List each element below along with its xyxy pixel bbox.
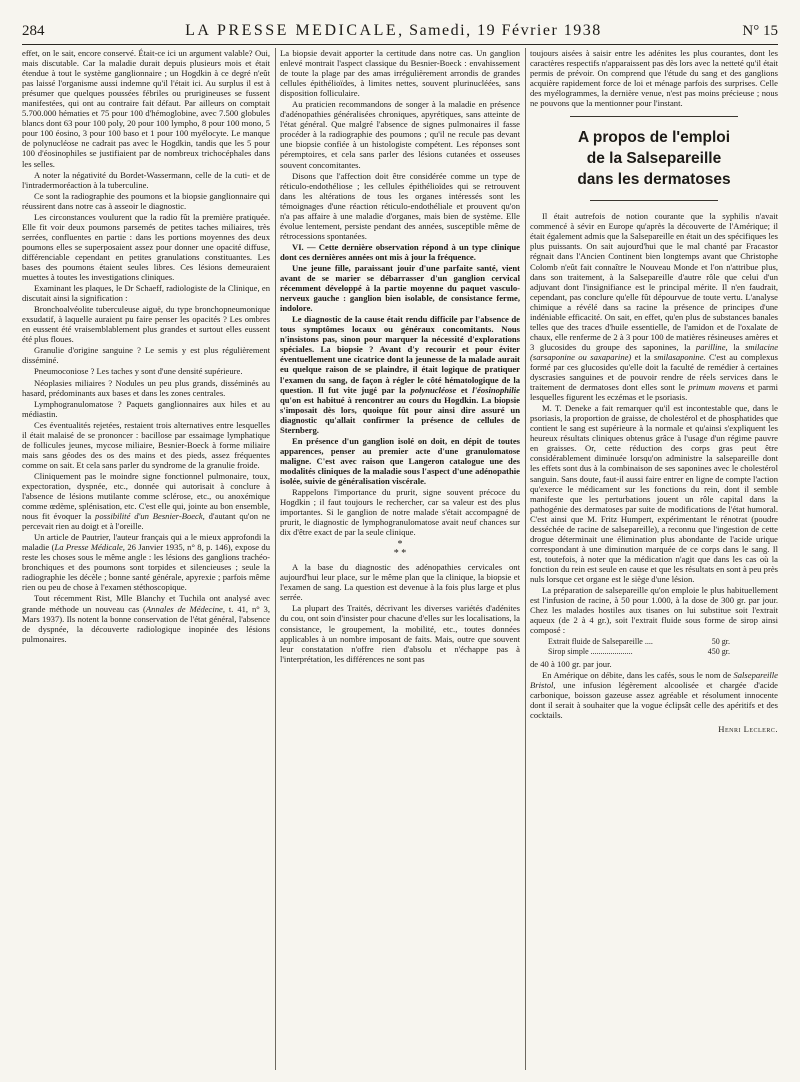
- ingredient-quantity: 450 gr.: [707, 647, 730, 657]
- paragraph: effet, on le sait, encore conservé. Était-ce ici un argument valable? Oui, mais discutable. Car la maladie durait depuis plusieurs mois et était étendue à tout le système ganglionnaire ; un Hogdkin à ce degré n'eût pas laissé l'organisme aussi indemne qu'il l'était ici. Au surplus il est à présumer que quelques poussées fébriles ou prurigineuses se fussent manifestées, qui ont au contraire fait défaut. Par ailleurs on comptait 5.700.000 hématies et 75 pour 100 d'hémoglobine, avec 7.500 globules blancs dont 63 pour 100 poly, 20 pour 100 lympho, 8 pour 100 mono, 5 pour 100 éosino, 3 pour 100 baso et 1 pour 100 myélocyte. Le manque de polynucléose ne cadrait pas avec le Hogdkin, tandis que les 5 pour 100 d'éosinophiles se justifiaient par de nombreux trichocéphales dans les selles.: [22, 48, 270, 169]
- article-title-line: de la Salsepareille: [586, 150, 722, 168]
- paragraph: [22, 471, 270, 531]
- page-header: [22, 10, 778, 45]
- paragraph: VI. — Cette dernière observation répond à un type clinique dont ces dernières années ont mis à jour la fréquence.: [280, 241, 520, 262]
- emphasis-text: Salsepareille Bristol,: [530, 670, 778, 691]
- formula-row: [548, 637, 730, 647]
- paragraph: [530, 670, 778, 720]
- paragraph: La biopsie devait apporter la certitude dans notre cas. Un ganglion enlevé montrait l'aspect classique du Besnier-Boeck : envahissement de toute la plage par des amas irrégulièrement arrondis de grandes cellules épithélioïdes, à limites nettes, souvent plurinucléées, sans disposition folliculaire.: [280, 48, 520, 99]
- citation-title: La Presse Médicale,: [54, 542, 125, 553]
- paragraph: Examinant les plaques, le Dr Schaeff, radiologiste de la Clinique, en discutait ainsi la signification :: [22, 283, 270, 304]
- issue-date: , Samedi, 19 Février 1938: [398, 22, 602, 39]
- paragraph: Rappelons l'importance du prurit, signe souvent précoce du Hogdkin ; il faut toujours le rechercher, car sa valeur est des plus importantes. Si le ganglion de notre malade s'était accompagné de prurit, le diagnostic de lymphogranulomatose avait neuf chances sur dix d'être exact de par la seule clinique.: [280, 487, 520, 538]
- paragraph: M. T. Deneke a fait remarquer qu'il est incontestable que, dans le psoriasis, la proportion de graisse, de cholestérol et de phosphatides que contient le sang est supérieure à la normale et qu'ainsi s'expliquent les heureux résultats cliniques obtenus grâce à l'usage d'un régime pauvre en graisses. Or, cette réduction des corps gras peut être considérablement diminuée lorsqu'on administre la salsepareille dont les effets sont dus à la combinaison de ses saponines avec le cholestérol sanguin. Sans doute, faut-il aussi faire entrer en ligne de compte l'action qu'exerce le médicament sur les fonctions du rein, dont il semble manifeste que les perturbations jouent un rôle capital dans la pathogénie des dermatoses par suite de modifications de l'état humoral. C'est ainsi que M. Fritz Humpert, expérimentant le rénotrat (poudre desséchée de racine de salsepareille), a reconnu que l'ingestion de cette drogue déterminait une élimination plus abondante de l'acide urique correspondant à une diminution marquée de ce corps dans le sang. Il est, toutefois, à noter que la médication n'agit que dans les cas où la fonction du rein est seule en cause et que les résultats en sont à peu près nuls lorsque cet organe est le siège d'une lésion.: [530, 403, 778, 584]
- paragraph: A la base du diagnostic des adénopathies cervicales ont aujourd'hui leur place, sur le même plan que la clinique, la biopsie et l'examen de sang. La question est devenue à la fois plus large et plus serrée.: [280, 562, 520, 603]
- column-right: [530, 48, 778, 1070]
- paragraph-body: Les taches y sont d'une densité supérieure.: [94, 366, 243, 377]
- ingredient-quantity: 50 gr.: [711, 637, 730, 647]
- page-number: 284: [22, 23, 45, 39]
- paragraph: Les circonstances voulurent que la radio fût la première pratiquée. Elle fit voir deux poumons parsemés de petites taches miliaires, très serrées, confluentes en partie : dans les portions moyennes des deux poumons elles se superposaient assez pour donner une opacité diffuse, différenciable cependant en petites granulations constituantes. Les bases des poumons étaient seules libres. Ces lésions demeuraient muettes à toutes les investigations cliniques.: [22, 211, 270, 283]
- paragraph: [22, 345, 270, 365]
- paragraph: toujours aisées à saisir entre les adénites les plus courantes, dont les caractères respectifs n'apparaissent pas dès lors avec la netteté qu'il était permis de prévoir. On comprend que l'étude du sang et des ganglions acquière rapidement force de loi et ménage parfois des surprises. Celle des myélogrammes, la dernière venue, n'est pas moins précieuse ; nous ne pouvons que la mentionner pour l'instant.: [530, 48, 778, 109]
- paragraph: A noter la négativité du Bordet-Wassermann, celle de la cuti- et de l'intradermoréaction à la tuberculine.: [22, 169, 270, 190]
- text-run: qu'on est habitué à rencontrer au cours du Hogdkin. La biopsie s'imposait dès lors, quoique fût pour ainsi dire assuré un diagnostic qu'allait confirmer la présence de cellules de Sternberg.: [280, 394, 520, 435]
- separator-asterisks: * *: [393, 548, 407, 560]
- paragraph: Disons que l'affection doit être considérée comme un type de réticulo-endothéliose ; les cellules épithélioïdes qui se retrouvent dans les altérations de tous les organes intéressés sont les témoignages d'une réaction réticulo-endothéliale et prouvent qu'on n'a pas affaire à une maladie d'organes, mais bien de système. Elle évolue lentement, persiste pendant des années, susceptible même de rétrocessions spontanées.: [280, 170, 520, 241]
- paragraph: [22, 304, 270, 344]
- title-rule: [590, 200, 718, 201]
- paragraph: [22, 399, 270, 419]
- ingredient-name: Sirop simple .....................: [548, 647, 633, 657]
- issue-number: N° 15: [742, 23, 778, 39]
- paragraph: [22, 532, 270, 592]
- paragraph: [22, 593, 270, 643]
- emphasis-text: polynucléose: [410, 384, 457, 395]
- column-left: [22, 48, 270, 1070]
- paragraph-lead: Néoplasies miliaires ?: [34, 377, 113, 388]
- text-run: Cliniquement pas le moindre signe fonctionnel pulmonaire, toux, expectoration, dyspnée, etc., donnée qui autorisait à conclure à l'absence de lésions mutilante comme sclérose, etc., ou anoxémique comme œdème, splénisation, etc. C'est elle qui, jointe au bon ensemble, nous fit évoquer la: [22, 470, 270, 522]
- emphasis-text: smilacine (sarsaponine ou saxaparine): [530, 341, 778, 362]
- emphasis-text: smilasaponine.: [653, 351, 706, 362]
- text-run: 26 Janvier 1935, n° 8, p. 146), expose du reste les choses sous le même angle : les lésions des ganglions trachéo-bronchiques et des poumons sont torpides et silencieuses ; seule la radiographie les décèle ; bonne santé générale, apyrexie ; parfois même rien ou peu de chose à l'examen stéthoscopique.: [22, 542, 270, 593]
- emphasis-text: primum movens: [688, 382, 745, 393]
- journal-title: LA PRESSE MEDICALE: [185, 22, 399, 39]
- paragraph-body: Le semis y est plus régulièrement disséminé.: [22, 345, 270, 366]
- paragraph: Ces éventualités rejetées, restaient trois alternatives entre lesquelles il était malaisé de se prononcer : bacillose par essaimage lymphatique de follicules jeunes, mycose miliaire, Besnier-Boeck à forme miliaire mais sans géodes des os des mains et des pieds, assez fréquentes comme on sait. Et cela sans parler du syndrome de la granulie froide.: [22, 419, 270, 470]
- text-run: Un article de Pautrier, l'auteur français qui a le mieux approfondi la maladie (: [22, 532, 270, 553]
- article-title-line: A propos de l'emploi: [577, 129, 731, 147]
- emphasis-text: l'éosinophilie: [472, 384, 520, 395]
- text-run: C'est au complexus formé par ces glucosides qu'elle doit la faculté de remédier à certaines dyscrasies sanguines et de pouvoir rendre de réels services dans le traitement de dermatoses dont elles sont le: [530, 351, 778, 393]
- text-run: d'autant qu'on ne percevait rien au doigt et à l'oreille.: [22, 511, 270, 532]
- article-end-rule: [570, 116, 738, 117]
- paragraph: La préparation de salsepareille qu'on emploie le plus habituellement est l'infusion de racine, à 50 pour 1.000, à la dose de 300 gr. par jour. Chez les malades hostiles aux tisanes on lui substitue soit l'extrait aqueux (de 2 à 4 gr.), soit l'extrait fluide sous forme de sirop ainsi composé :: [530, 585, 778, 636]
- text-run: la: [727, 341, 746, 352]
- article-title: [530, 127, 778, 190]
- article-title-line: dans les dermatoses: [577, 171, 731, 189]
- paragraph: de 40 à 100 gr. par jour.: [530, 659, 612, 670]
- paragraph-lead: Granulie d'origine sanguine ?: [34, 345, 141, 356]
- paragraph: Au praticien recommandons de songer à la maladie en présence d'adénopathies généralisées chroniques, apyrétiques, sans atteinte de l'état général. Que malgré l'absence de signes pulmonaires il fasse procéder à la radiographie des poumons ; qu'il ne recule pas devant une biopsie confiée à un histologiste compétent. Les réponses sont péremptoires, et cela sans parler des lésions cutanées et osseuses souvent concomitantes.: [280, 99, 520, 170]
- text-run: et la: [631, 351, 654, 362]
- section-separator: [280, 540, 520, 558]
- paragraph-lead: Pneumoconiose ?: [34, 366, 95, 377]
- paragraph: [22, 378, 270, 398]
- running-head: [185, 22, 602, 40]
- paragraph: La plupart des Traités, décrivant les diverses variétés d'adénites du cou, ont soin d'insister pour chacune d'elles sur les localisations, la consistance, le groupement, la mobilité, etc., toutes données applicables à un nombre imposant de faits. Mais, outre que souvent leur constatation n'offre rien d'absolu et n'échappe pas à l'interprétation, les différences ne sont pas: [280, 603, 520, 664]
- column-middle: [280, 48, 520, 1070]
- prescription-formula: [548, 637, 778, 657]
- text-run: En Amérique on débite, dans les cafés, sous le nom de: [542, 670, 734, 681]
- paragraph: Une jeune fille, paraissant jouir d'une parfaite santé, vient avant de se marier se débarrasser d'un ganglion cervical récemment développé à la partie moyenne du paquet vasculo-nerveux gauche : ganglion bien isolable, de consistance ferme, indolore.: [280, 262, 520, 314]
- paragraph: Ce sont la radiographie des poumons et la biopsie ganglionnaire qui réussirent dans notre cas à asseoir le diagnostic.: [22, 190, 270, 211]
- paragraph: En présence d'un ganglion isolé on doit, en dépit de toutes apparences, penser au premier acte d'une granulomatose maligne. C'est avec raison que Langeron catalogue une des modalités cliniques de la maladie sous l'aspect d'une adénopathie isolée, suivie de généralisation viscérale.: [280, 435, 520, 486]
- text-run: une infusion légèrement alcoolisée et chargée d'acide carbonique, boisson gazeuse assez agréable et résolument innocente dont il serait à souhaiter que la vogue éclipsât celle des apéritifs et des cocktails.: [530, 680, 778, 721]
- paragraph-body: Nodules un peu plus grands, disséminés au hasard, prédominants aux bases et dans les zones centrales.: [22, 377, 270, 398]
- text-run: Le diagnostic de la cause était rendu difficile par l'absence de tous symptômes locaux ou généraux concomitants. Nous n'insistons pas, sinon pour marquer la nécessité d'explorations spéciales. La biopsie ? Avant d'y recourir et pour éviter éventuellement une cicatrice dont la jeunesse de la malade aurait eu quelque raison de se plaindre, il était logique de pratiquer l'examen du sang, de façon à régler le côté hématologique de la question. Il fut vite jugé par la: [280, 314, 520, 395]
- column-divider: [275, 48, 276, 1070]
- paragraph-lead: Lymphogranulomatose ?: [34, 398, 122, 409]
- text-run: et parmi lesquelles figurent les eczémas et le psoriasis.: [530, 382, 778, 403]
- citation-title: Annales de Médecine,: [145, 603, 226, 614]
- author-signature: Henri Leclerc.: [718, 723, 778, 734]
- text-run: et: [456, 384, 473, 395]
- paragraph-lead: Bronchoalvéolite tuberculeuse aiguë,: [34, 304, 164, 315]
- emphasis-text: parilline,: [695, 341, 728, 352]
- paragraph: [22, 366, 270, 376]
- text-run: Tout récemment Rist, Mlle Blanchy et Tuchila ont analysé avec grande méthode un nouveau cas (: [22, 593, 270, 614]
- paragraph: [530, 211, 778, 402]
- text-run: t. 41, n° 3, Mars 1937). Ils notent la bonne conservation de l'état général, l'absence de dyspnée, la découverte radiologique inopinée des lésions pulmonaires.: [22, 603, 270, 644]
- separator-asterisk: *: [397, 539, 403, 551]
- formula-row: [548, 647, 730, 657]
- paragraph: [280, 314, 520, 435]
- column-divider: [525, 48, 526, 1070]
- text-run: Il était autrefois de notion courante que la syphilis n'avait commencé à sévir en Europe qu'après la découverte de l'Amérique; il était également admis que la Salsepareille en était un des spécifiques les plus puissants. On sait aujourd'hui que le mal chanté par Fracastor régnait dans l'Ancien Continent bien longtemps avant que Christophe Colomb n'eût fait connaître le Nouveau Monde et l'on n'attribue plus, dans son traitement, à la Salsepareille d'autre rôle que celui d'un adjuvant dont l'insignifiance est le principal mérite. Il n'en faudrait, cependant, pas conclure qu'elle fût dépourvue de toute vertu. L'analyse chimique a révélé dans sa racine la présence de principes d'une indéniable efficacité. On sait, en effet, qu'en plus de substances banales telles que des traces d'huile essentielle, de l'amidon et de l'oxalate de chaux, elle renferme de 2 à 3 pour 100 de matières résineuses amères et 3 glucosides du groupe des saponines, la: [530, 211, 778, 352]
- emphasis-text: possibilité d'un Besnier-Boeck,: [95, 511, 205, 522]
- paragraph-body: du type bronchopneumonique exsudatif, à laquelle auraient pu faire penser les opacités ? Les ombres en eussent été vraisemblablement plus grandes et surtout elles eussent été plus floues.: [22, 304, 270, 345]
- ingredient-name: Extrait fluide de Salsepareille ....: [548, 637, 653, 647]
- paragraph-body: Paquets ganglionnaires aux hiles et au médiastin.: [22, 398, 270, 419]
